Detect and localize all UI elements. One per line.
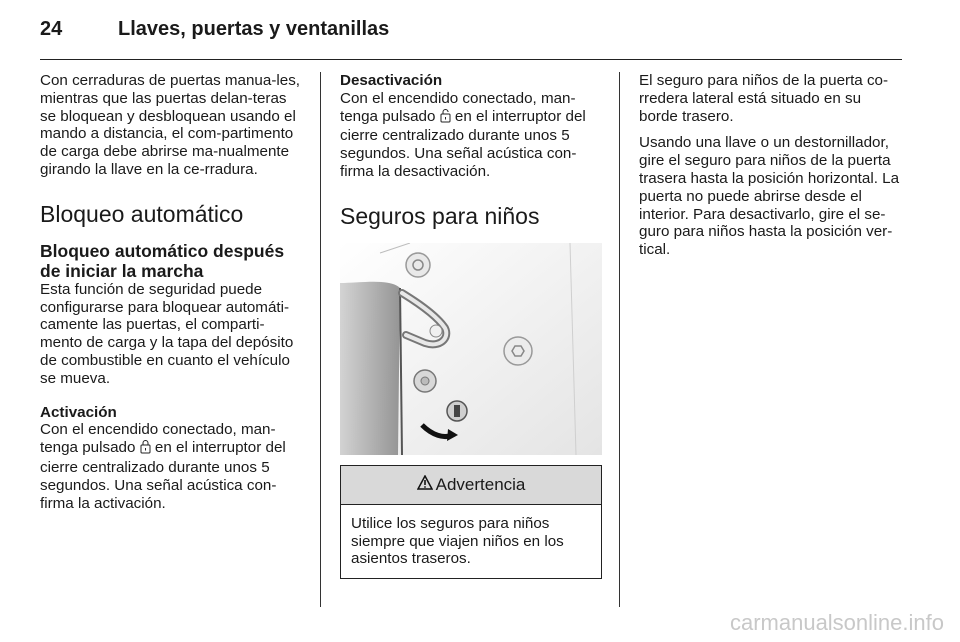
warning-box: [340, 465, 602, 579]
section-title-auto-lock: Bloqueo automático: [40, 200, 244, 227]
intro-paragraph: Con cerraduras de puertas manua-les, mientras que las puertas delan-teras se bloquean y desbloquean usando el mando a distancia, el com-partimento de carga debe abrirse ma-nualmente girando la llave en la ce-rradura.: [40, 72, 301, 178]
padlock-open-icon: [440, 108, 451, 128]
page-title: Llaves, puertas y ventanillas: [118, 18, 390, 40]
subsection-title: Bloqueo automático después de iniciar la marcha: [40, 240, 285, 281]
activation-text-start: Con el encendido conectado, man-tenga pulsado: [40, 421, 276, 457]
activation-text-end: en el interruptor del cierre centralizado durante unos 5 segundos. Una señal acústica con-firma la activación.: [40, 439, 286, 512]
padlock-closed-icon: [140, 439, 151, 459]
page-number: 24: [40, 18, 63, 40]
child-lock-instructions-paragraph: Usando una llave o un destornillador, gire el seguro para niños de la puerta trasera hasta la posición horizontal. La puerta no puede abrirse desde el interior. Para desactivarlo, gire el se-guro para niños hasta la posición ver-tical.: [639, 134, 900, 259]
column-1: [40, 72, 304, 521]
header-rule: [40, 59, 902, 60]
deactivation-text-start: Con el encendido conectado, man-tenga pulsado: [340, 89, 576, 125]
warning-title: Advertencia: [435, 474, 526, 494]
column-divider: [320, 72, 321, 607]
deactivation-text-end: en el interruptor del cierre centralizado durante unos 5 segundos. Una señal acústica con-firma la desactivación.: [340, 107, 586, 180]
watermark: carmanualsonline.info: [729, 610, 944, 635]
column-3: [639, 72, 903, 268]
warning-header: [341, 466, 601, 505]
child-lock-illustration: [340, 243, 602, 455]
warning-triangle-icon: [417, 475, 433, 494]
warning-text: Utilice los seguros para niños siempre que viajen niños en los asientos traseros.: [351, 514, 564, 568]
column-2: [340, 72, 602, 579]
activation-paragraph: [40, 421, 304, 512]
deactivation-paragraph: [340, 90, 602, 181]
page-header: [40, 18, 902, 48]
section-title-child-locks: Seguros para niños: [340, 202, 540, 229]
activation-heading: Activación: [40, 403, 117, 421]
deactivation-heading: Desactivación: [340, 72, 443, 89]
column-divider: [619, 72, 620, 607]
subsection-paragraph: Esta función de seguridad puede configurarse para bloquear automáti-camente las puertas, el comparti-mento de carga y la tapa del depósito de combustible en cuanto el vehículo se mueva.: [40, 280, 294, 387]
child-lock-location-paragraph: El seguro para niños de la puerta co-rredera lateral está situado en su borde trasero.: [639, 72, 889, 125]
